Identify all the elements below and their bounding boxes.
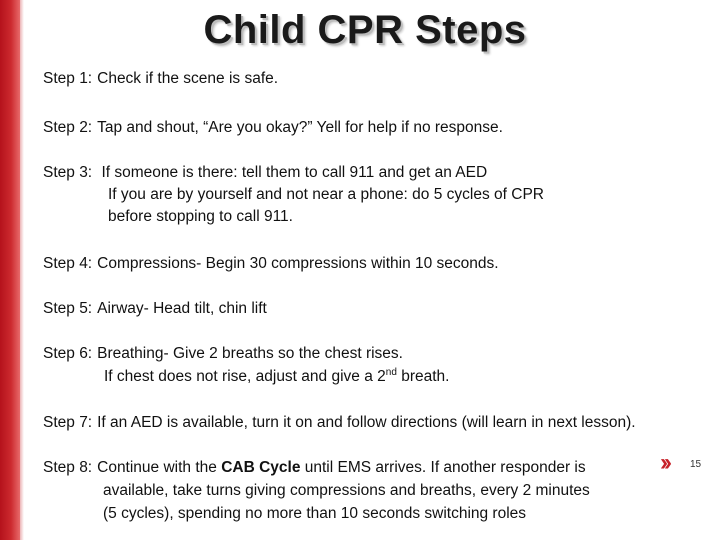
step-4-text: Compressions- Begin 30 compressions within 10 seconds.: [97, 255, 499, 272]
step-2: [43, 117, 503, 139]
step-7-text: If an AED is available, turn it on and follow directions (will learn in next lesson).: [97, 414, 636, 431]
step-2-text: Tap and shout, “Are you okay?” Yell for help if no response.: [97, 119, 503, 136]
step-7-label: Step 7:: [43, 414, 93, 431]
step-2-label: Step 2:: [43, 119, 93, 136]
step-6-label: Step 6:: [43, 345, 93, 362]
step-8-line-3: (5 cycles), spending no more than 10 seconds switching roles: [103, 505, 527, 522]
step-1-label: Step 1:: [43, 70, 93, 87]
page-number: 15: [690, 459, 702, 470]
step-6-line-2: [104, 366, 449, 388]
step-7: [43, 412, 636, 434]
step-8-line-2: available, take turns giving compressions and breaths, every 2 minutes: [103, 482, 590, 499]
step-4-label: Step 4:: [43, 255, 93, 272]
step-3: [43, 162, 487, 184]
ordinal-superscript: nd: [385, 366, 397, 378]
step-5: [43, 298, 267, 320]
step-3-line-1: If someone is there: tell them to call 911 and get an AED: [101, 164, 488, 181]
step-3-line-3: before stopping to call 911.: [108, 208, 293, 225]
double-chevron-right-icon[interactable]: ››: [660, 449, 668, 476]
step-3-line-2: If you are by yourself and not near a phone: do 5 cycles of CPR: [108, 186, 544, 203]
step-6-line-2-text: If chest does not rise, adjust and give a 2: [104, 368, 386, 385]
step-8-text-b: until EMS arrives. If another responder is: [300, 459, 586, 476]
step-4: [43, 253, 499, 275]
step-1-text: Check if the scene is safe.: [97, 70, 279, 87]
left-accent-bar: [0, 0, 20, 540]
step-8-label: Step 8:: [43, 459, 93, 476]
step-6: [43, 343, 403, 365]
step-3-label: Step 3:: [43, 164, 93, 181]
step-6-line-1: Breathing- Give 2 breaths so the chest rises.: [97, 345, 403, 362]
step-8: [43, 457, 586, 479]
step-1: [43, 68, 278, 90]
step-5-text: Airway- Head tilt, chin lift: [97, 300, 267, 317]
slide-title: Child CPR Steps: [203, 8, 527, 52]
cab-cycle-term: CAB Cycle: [221, 459, 301, 476]
step-8-text-a: Continue with the: [97, 459, 222, 476]
step-6-line-2-end: breath.: [396, 368, 450, 385]
step-5-label: Step 5:: [43, 300, 93, 317]
